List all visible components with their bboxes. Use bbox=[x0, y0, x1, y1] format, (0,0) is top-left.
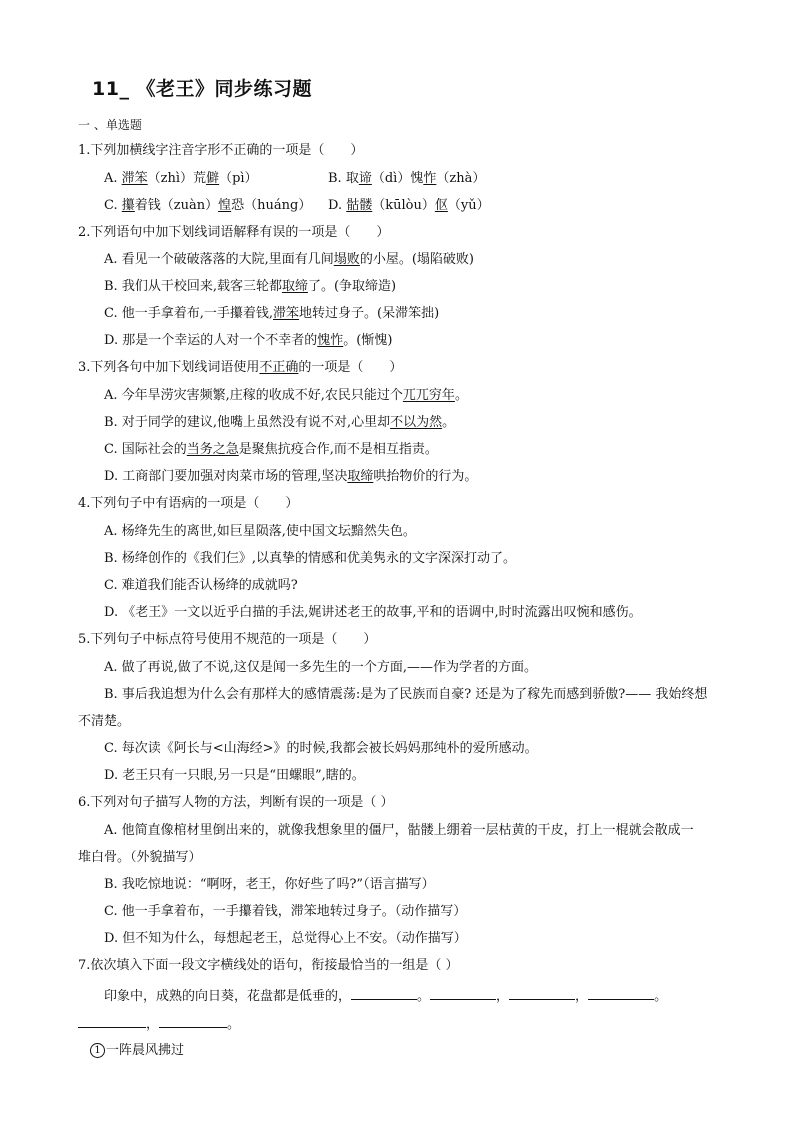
option-label: C. bbox=[104, 198, 122, 213]
circled-number: 1 bbox=[90, 1043, 105, 1058]
underlined-text: 骷髅 bbox=[346, 198, 373, 213]
question-2-option-b[interactable] bbox=[104, 279, 396, 295]
question-3-option-a[interactable] bbox=[104, 388, 468, 404]
underlined-text: 滞笨 bbox=[273, 306, 300, 321]
punctuation: ， bbox=[575, 989, 589, 1004]
punctuation: ， bbox=[496, 989, 510, 1004]
punctuation: 。 bbox=[417, 989, 431, 1004]
option-text: （zhì）荒 bbox=[147, 171, 207, 186]
question-5-option-c[interactable]: C. 每次读《阿长与<山海经>》的时候,我都会被长妈妈那纯朴的爱所感动。 bbox=[104, 741, 538, 756]
option-text: 地转过身子。(呆滞笨拙) bbox=[299, 306, 440, 321]
option-text: 恐（huáng） bbox=[231, 198, 312, 213]
question-3-option-c[interactable] bbox=[104, 442, 438, 458]
option-text: 了。(争取缔造) bbox=[307, 279, 397, 294]
option-text: 的小屋。(塌陷破败) bbox=[359, 252, 474, 267]
question-1-option-d[interactable] bbox=[328, 198, 490, 214]
question-4-option-c[interactable]: C. 难道我们能否认杨绛的成就吗? bbox=[104, 578, 298, 593]
question-6-option-a-continued: 堆白骨。（外貌描写） bbox=[78, 850, 202, 865]
underlined-text: 取缔 bbox=[281, 279, 308, 294]
question-5-option-a[interactable]: A. 做了再说,做了不说,这仅是闻一多先生的一个方面,——作为学者的方面。 bbox=[104, 660, 538, 675]
question-1-option-c[interactable] bbox=[104, 198, 311, 214]
answer-blank-3[interactable] bbox=[509, 987, 575, 1000]
option-text: （dì）愧 bbox=[371, 171, 424, 186]
question-7-item-1 bbox=[90, 1043, 184, 1059]
underlined-text: 愧怍 bbox=[317, 333, 344, 348]
question-1-option-b[interactable] bbox=[328, 171, 485, 187]
question-3-option-d[interactable] bbox=[104, 469, 477, 485]
option-label: A. bbox=[104, 171, 122, 186]
punctuation: 。 bbox=[654, 989, 668, 1004]
stem-text: 的一项是（ ） bbox=[298, 360, 403, 375]
question-6-stem: 6.下列对句子描写人物的方法，判断有误的一项是（ ） bbox=[78, 795, 394, 810]
question-6-option-d[interactable]: D. 但不知为什么，每想起老王，总觉得心上不安。（动作描写） bbox=[104, 931, 467, 946]
option-text: 是聚焦抗疫合作,而不是相互指责。 bbox=[238, 442, 438, 457]
page-title: 11_ 《老王》同步练习题 bbox=[92, 78, 313, 100]
question-7-stem: 7.依次填入下面一段文字横线处的语句，衔接最恰当的一组是（ ） bbox=[78, 958, 459, 973]
answer-blank-1[interactable] bbox=[351, 987, 417, 1000]
stem-text: 3.下列各句中加下划线词语使用 bbox=[78, 360, 260, 375]
punctuation: ， bbox=[146, 1017, 160, 1032]
option-text: 哄抬物价的行为。 bbox=[373, 469, 478, 484]
underlined-text: 怍 bbox=[423, 171, 437, 186]
option-text: C. 国际社会的 bbox=[104, 442, 187, 457]
option-text: A. 今年旱涝灾害频繁,庄稼的收成不好,农民只能过个 bbox=[104, 388, 403, 403]
underlined-text: 不以为然 bbox=[390, 415, 443, 430]
underlined-text: 谛 bbox=[358, 171, 372, 186]
question-2-option-c[interactable] bbox=[104, 306, 439, 322]
question-5-option-b[interactable]: B. 事后我追想为什么会有那样大的感情震荡:是为了民族而自豪? 还是为了稼先而感到骄傲?—— 我始终想 bbox=[104, 687, 708, 702]
option-text: D. 那是一个幸运的人对一个不幸者的 bbox=[104, 333, 318, 348]
question-7-passage-line-1 bbox=[104, 987, 667, 1005]
question-5-option-b-continued: 不清楚。 bbox=[78, 714, 131, 729]
option-text: A. 看见一个破破落落的大院,里面有几间 bbox=[104, 252, 334, 267]
option-text: D. 工商部门要加强对肉菜市场的管理,坚决 bbox=[104, 469, 348, 484]
option-text: （pì） bbox=[219, 171, 258, 186]
question-7-passage-line-2 bbox=[78, 1015, 240, 1033]
question-4-stem: 4.下列句子中有语病的一项是（ ） bbox=[78, 496, 299, 511]
underlined-text: 塌败 bbox=[333, 252, 360, 267]
question-2-option-d[interactable] bbox=[104, 333, 392, 349]
answer-blank-4[interactable] bbox=[588, 987, 654, 1000]
option-label: B. 取 bbox=[328, 171, 359, 186]
question-5-option-d[interactable]: D. 老王只有一只眼,另一只是“田螺眼”,瞎的。 bbox=[104, 768, 365, 783]
option-text: B. 我们从干校回来,载客三轮都 bbox=[104, 279, 282, 294]
question-4-option-a[interactable]: A. 杨绛先生的离世,如巨星陨落,使中国文坛黯然失色。 bbox=[104, 524, 416, 539]
question-1-option-a[interactable] bbox=[104, 171, 258, 187]
question-1-stem: 1.下列加横线字注音字形不正确的一项是（ ） bbox=[78, 143, 364, 158]
question-6-option-b[interactable]: B. 我吃惊地说：“啊呀，老王，你好些了吗?”（语言描写） bbox=[104, 877, 435, 892]
answer-blank-2[interactable] bbox=[430, 987, 496, 1000]
answer-blank-5[interactable] bbox=[78, 1015, 146, 1028]
answer-blank-6[interactable] bbox=[159, 1015, 227, 1028]
underlined-text: 伛 bbox=[434, 198, 448, 213]
underlined-text: 僻 bbox=[206, 171, 220, 186]
option-text: （zhà） bbox=[436, 171, 486, 186]
passage-text: 印象中，成熟的向日葵，花盘都是低垂的， bbox=[104, 989, 352, 1004]
option-text: 。 bbox=[442, 415, 456, 430]
option-text: 。 bbox=[454, 388, 468, 403]
option-text: 。(惭愧) bbox=[343, 333, 393, 348]
underlined-text: 当务之急 bbox=[186, 442, 239, 457]
question-3-stem bbox=[78, 360, 402, 376]
question-6-option-a[interactable]: A. 他简直像棺材里倒出来的，就像我想象里的僵尸，骷髅上绷着一层枯黄的干皮，打上一棍就会散成一 bbox=[104, 823, 694, 838]
option-text: C. 他一手拿着布,一手攥着钱, bbox=[104, 306, 274, 321]
question-6-option-c[interactable]: C. 他一手拿着布，一手攥着钱，滞笨地转过身子。（动作描写） bbox=[104, 904, 467, 919]
item-text: 一阵晨风拂过 bbox=[106, 1043, 185, 1058]
underlined-text: 惶 bbox=[218, 198, 232, 213]
underlined-text: 滞笨 bbox=[121, 171, 148, 186]
question-2-stem: 2.下列语句中加下划线词语解释有误的一项是（ ） bbox=[78, 225, 390, 240]
option-label: D. bbox=[328, 198, 347, 213]
question-3-option-b[interactable] bbox=[104, 415, 455, 431]
option-text: （kūlòu） bbox=[372, 198, 435, 213]
option-text: B. 对于同学的建议,他嘴上虽然没有说不对,心里却 bbox=[104, 415, 391, 430]
option-text: （yǔ） bbox=[447, 198, 490, 213]
underlined-text: 取缔 bbox=[347, 469, 374, 484]
section-heading: 一 、单选题 bbox=[78, 118, 142, 132]
question-4-option-b[interactable]: B. 杨绛创作的《我们仨》,以真挚的情感和优美隽永的文字深深打动了。 bbox=[104, 551, 516, 566]
question-5-stem: 5.下列句子中标点符号使用不规范的一项是（ ） bbox=[78, 632, 377, 647]
option-text: 着钱（zuàn） bbox=[134, 198, 219, 213]
question-2-option-a[interactable] bbox=[104, 252, 474, 268]
underlined-text: 兀兀穷年 bbox=[402, 388, 455, 403]
underlined-text: 不正确 bbox=[259, 360, 299, 375]
underlined-text: 攥 bbox=[121, 198, 135, 213]
punctuation: 。 bbox=[227, 1017, 241, 1032]
question-4-option-d[interactable]: D. 《老王》一文以近乎白描的手法,娓讲述老王的故事,平和的语调中,时时流露出叹惋和感伤。 bbox=[104, 605, 642, 620]
